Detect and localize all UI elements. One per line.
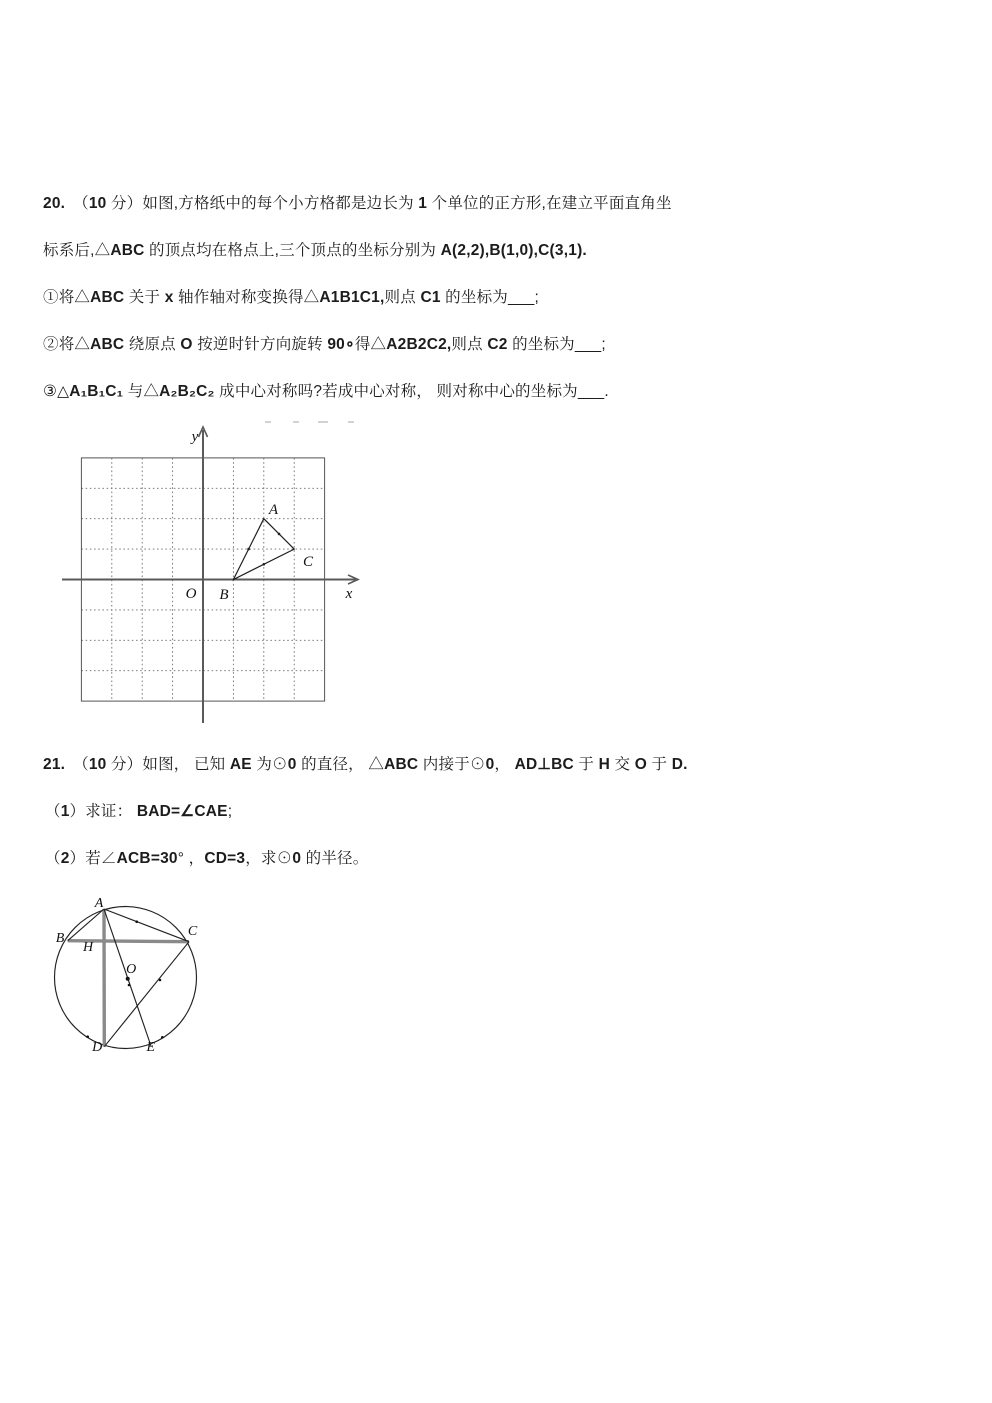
grid-label-y: y [191,429,199,445]
chord-dc [104,942,189,1047]
grid-label-c: C [302,554,314,570]
mark-on-circle-right [161,1036,164,1039]
mark-on-dc [159,979,162,982]
circle-label-b: B [55,931,65,946]
edge-mark-bc [263,563,266,566]
problem-21-subquestion-2: （2）若∠ACB=30° ，CD=3，求⊙0 的半径。 [45,850,369,867]
problem-20-subquestion-2: ②将△ABC 绕原点 O 按逆时针方向旋转 90∘得△A2B2C2,则点 C2 的坐标为___; [43,336,606,353]
circle-o [55,907,197,1049]
circle-label-o: O [126,962,137,977]
circle-label-a: A [94,896,104,911]
grid-label-b: B [219,587,229,603]
problem-20-subquestion-3: ③△A₁B₁C₁ 与△A₂B₂C₂ 成中心对称吗?若成中心对称， 则对称中心的坐标为___. [43,383,609,400]
circle-label-c: C [187,924,198,939]
mark-on-ac [135,920,138,923]
problem-20-line-2: 标系后,△ABC 的顶点均在格点上,三个顶点的坐标分别为 A(2,2),B(1,0),C(3,1). [43,242,587,259]
center-point-o [126,977,130,981]
chord-ac [104,909,189,942]
grid-label-origin: O [185,586,197,602]
grid-label-x: x [345,586,353,602]
mark-on-ae [128,984,131,987]
problem-21-line-1: 21. （10 分）如图， 已知 AE 为⊙0 的直径， △ABC 内接于⊙0， AD⊥BC 于 H 交 O 于 D. [43,756,688,773]
problem-20-line-1: 20. （10 分）如图,方格纸中的每个小方格都是边长为 1 个单位的正方形,在建立平面直角坐 [43,195,672,212]
grid-label-a: A [268,502,279,518]
problem-20-subquestion-1: ①将△ABC 关于 x 轴作轴对称变换得△A1B1C1,则点 C1 的坐标为___; [43,289,539,306]
edge-mark-ab [247,548,250,551]
chord-ab [68,909,104,941]
mark-on-circle-left [86,1035,89,1038]
circle-label-d: D [92,1040,103,1055]
coordinate-grid-figure [62,418,362,730]
circle-label-h: H [82,940,94,955]
edge-mark-ac [278,533,281,536]
circle-geometry-figure [40,885,225,1075]
problem-21-subquestion-1: （1）求证： BAD=∠CAE; [45,803,233,820]
circle-label-e: E [146,1040,156,1055]
